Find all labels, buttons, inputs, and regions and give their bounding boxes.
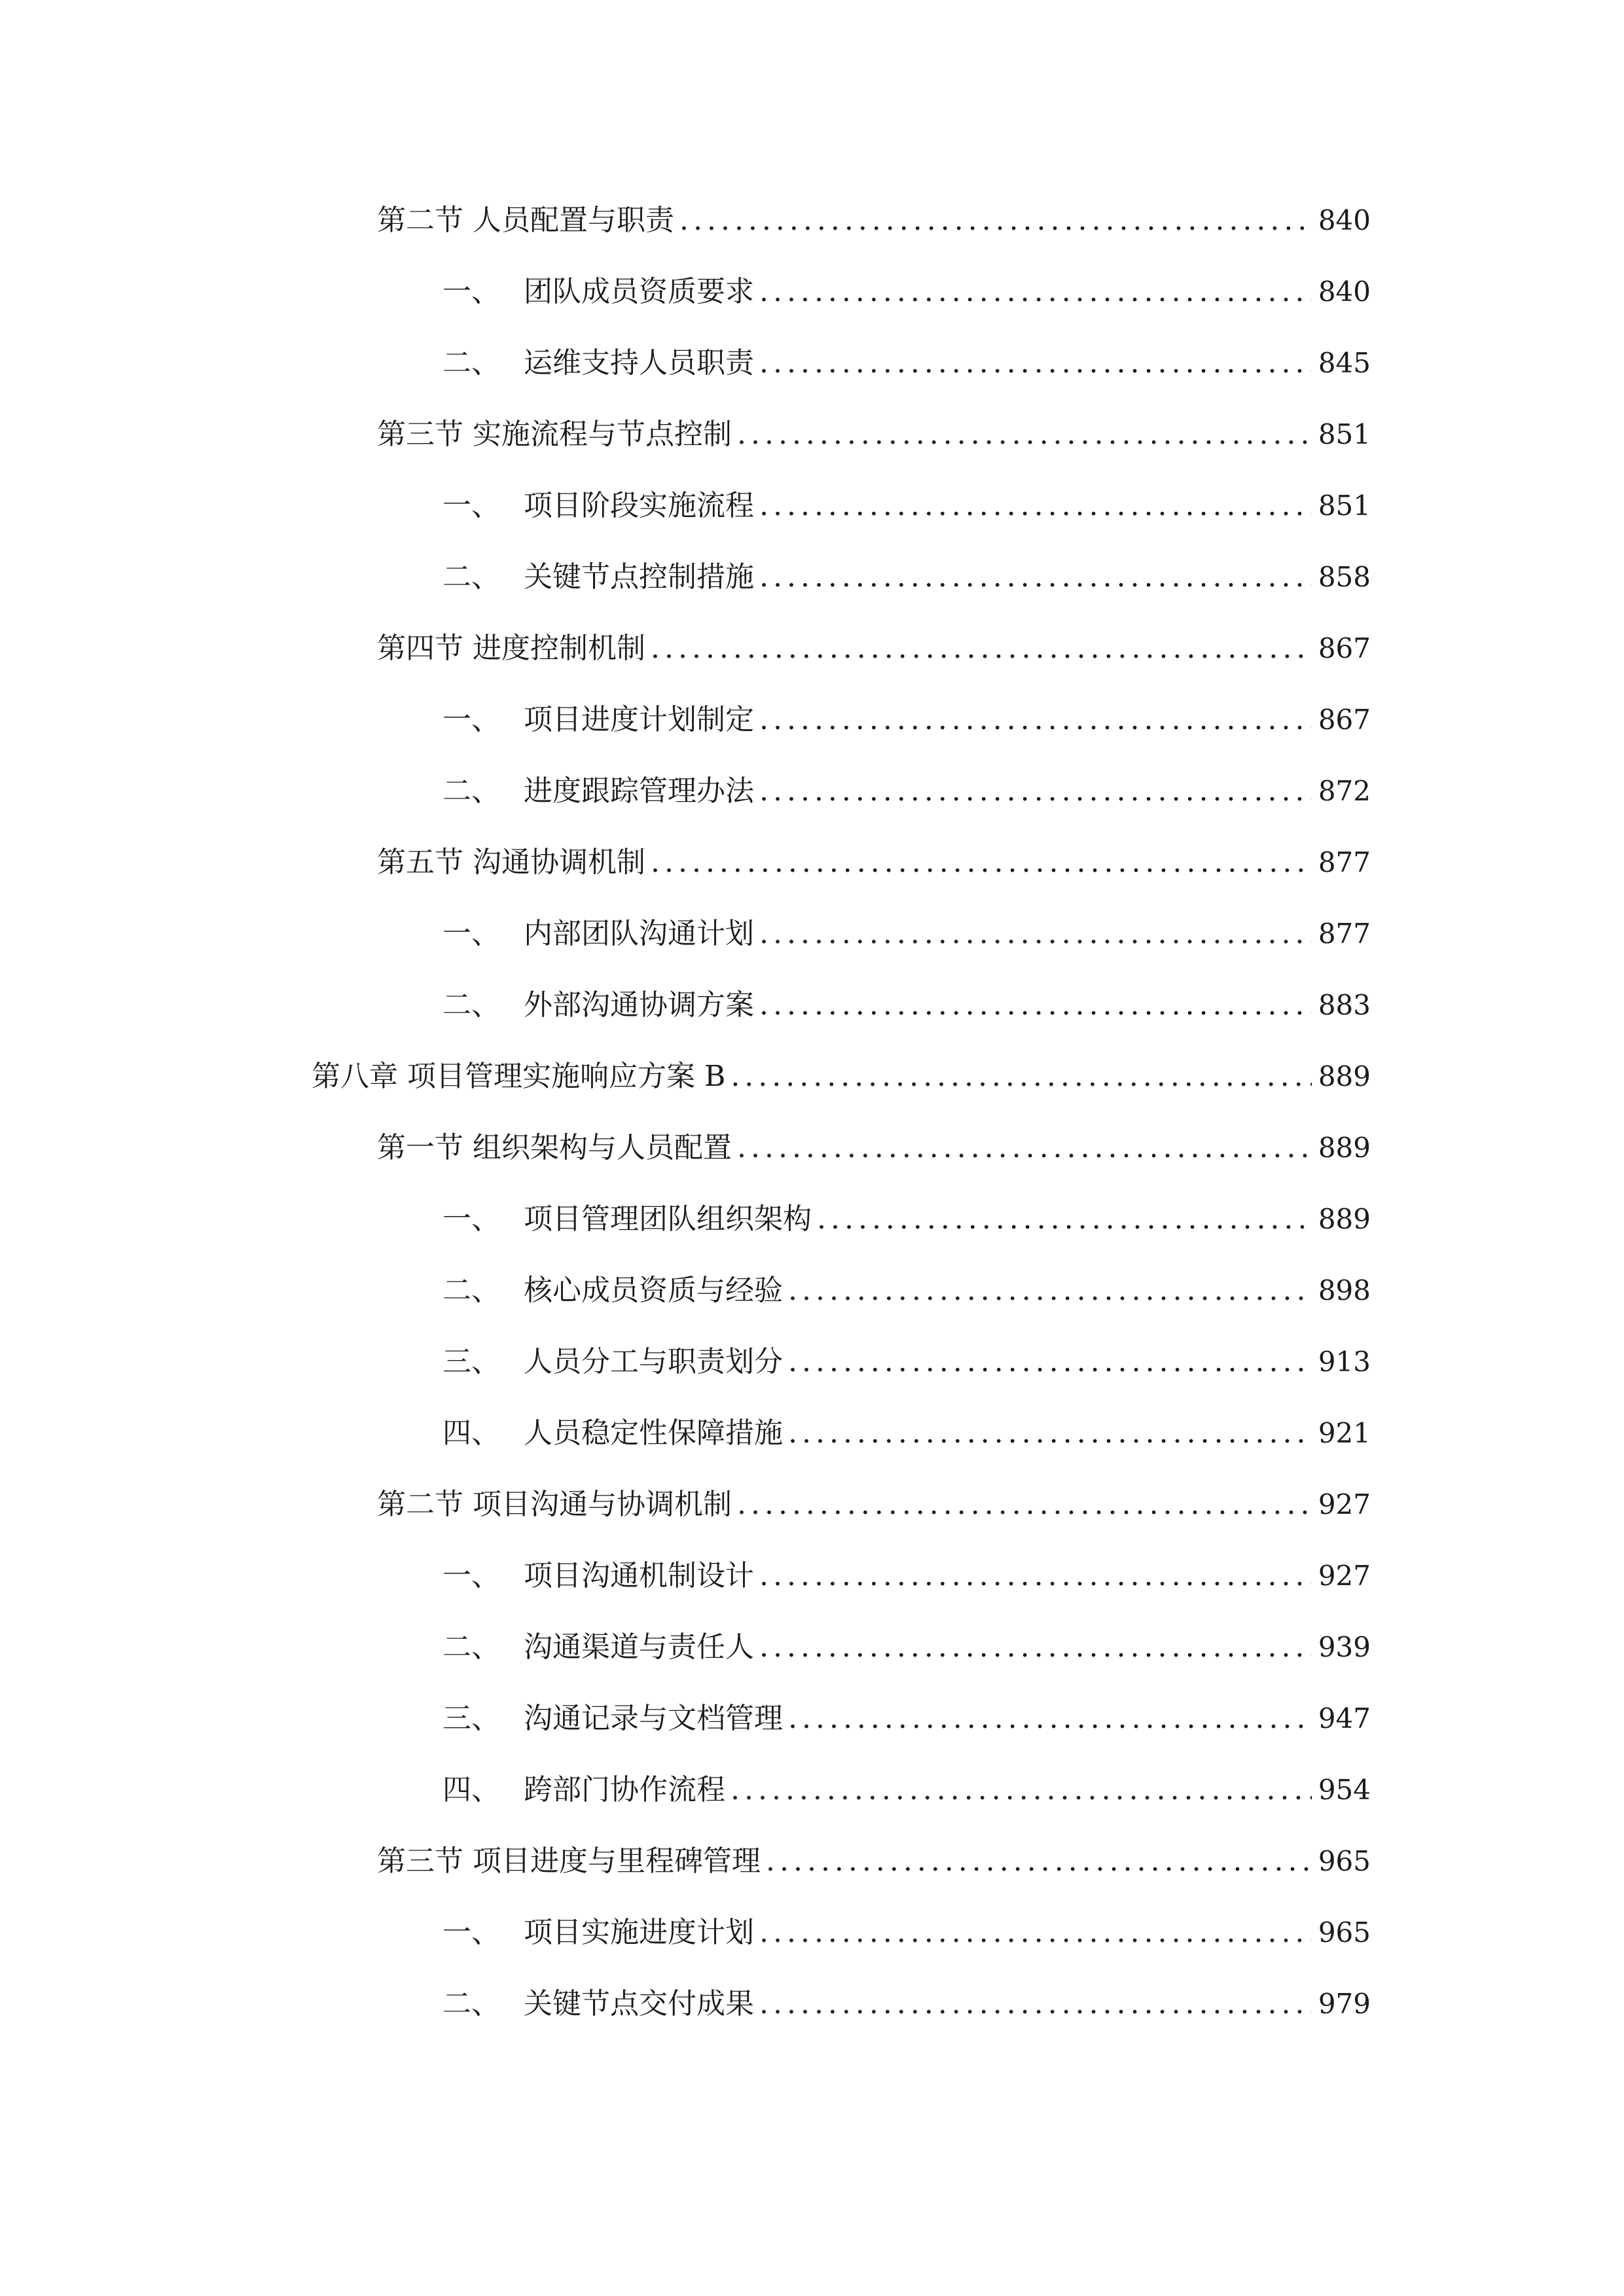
dot-leader — [787, 1336, 1312, 1388]
toc-entry-number: 一、 — [442, 489, 500, 522]
toc-entry-item[interactable] — [442, 765, 1371, 817]
toc-entry-page: 965 — [1318, 1845, 1371, 1877]
toc-entry-page: 840 — [1318, 276, 1371, 308]
toc-entry-title: 第一节 组织架构与人员配置 — [377, 1131, 732, 1164]
dot-leader — [758, 1978, 1312, 2030]
toc-entry-title: 项目进度计划制定 — [524, 703, 754, 736]
toc-entry-number: 四、 — [442, 1773, 500, 1806]
toc-entry-number: 三、 — [442, 1345, 500, 1378]
toc-entry-page: 927 — [1318, 1488, 1371, 1520]
toc-entry-number: 一、 — [442, 1202, 500, 1236]
dot-leader — [758, 266, 1312, 318]
toc-entry-number: 二、 — [442, 1987, 500, 2020]
toc-entry-title: 沟通渠道与责任人 — [524, 1630, 754, 1664]
toc-entry-title: 第五节 沟通协调机制 — [377, 846, 645, 879]
dot-leader — [758, 480, 1312, 532]
toc-entry-title: 第二节 人员配置与职责 — [377, 204, 674, 237]
toc-entry-section[interactable] — [377, 1122, 1371, 1174]
toc-entry-title: 第二节 项目沟通与协调机制 — [377, 1488, 732, 1521]
dot-leader — [758, 765, 1312, 817]
toc-entry-number: 二、 — [442, 988, 500, 1022]
dot-leader — [758, 1550, 1312, 1602]
toc-entry-title: 跨部门协作流程 — [524, 1773, 725, 1806]
toc-entry-title: 内部团队沟通计划 — [524, 917, 754, 950]
dot-leader — [758, 337, 1312, 389]
toc-entry-item[interactable] — [442, 1407, 1371, 1460]
dot-leader — [649, 836, 1312, 889]
dot-leader — [758, 979, 1312, 1031]
toc-entry-item[interactable] — [442, 908, 1371, 960]
toc-entry-number: 二、 — [442, 1274, 500, 1307]
toc-entry-title: 运维支持人员职责 — [524, 346, 754, 380]
dot-leader — [729, 1050, 1312, 1103]
toc-entry-item[interactable] — [442, 337, 1371, 389]
toc-entry-number: 三、 — [442, 1702, 500, 1735]
dot-leader — [787, 1693, 1312, 1745]
toc-entry-item[interactable] — [442, 1193, 1371, 1246]
toc-entry-page: 965 — [1318, 1916, 1371, 1948]
toc-entry-item[interactable] — [442, 1550, 1371, 1602]
toc-entry-page: 889 — [1318, 1203, 1371, 1235]
toc-entry-title: 外部沟通协调方案 — [524, 988, 754, 1022]
toc-entry-title: 关键节点交付成果 — [524, 1987, 754, 2020]
toc-entry-title: 人员稳定性保障措施 — [524, 1416, 783, 1450]
toc-entry-title: 进度跟踪管理办法 — [524, 774, 754, 808]
toc-entry-page: 939 — [1318, 1631, 1371, 1663]
toc-entry-page: 889 — [1318, 1060, 1371, 1092]
toc-entry-title: 项目沟通机制设计 — [524, 1559, 754, 1592]
toc-entry-item[interactable] — [442, 551, 1371, 603]
dot-leader — [758, 1621, 1312, 1674]
toc-entry-section[interactable] — [377, 194, 1371, 247]
toc-entry-number: 一、 — [442, 275, 500, 308]
toc-entry-title: 团队成员资质要求 — [524, 275, 754, 308]
toc-entry-item[interactable] — [442, 266, 1371, 318]
toc-entry-page: 889 — [1318, 1132, 1371, 1164]
dot-leader — [736, 1479, 1312, 1531]
dot-leader — [758, 1907, 1312, 1959]
toc-entry-page: 851 — [1318, 418, 1371, 450]
toc-entry-title: 第八章 项目管理实施响应方案 B — [312, 1060, 726, 1093]
toc-entry-item[interactable] — [442, 979, 1371, 1031]
toc-entry-section[interactable] — [377, 622, 1371, 675]
toc-entry-title: 项目阶段实施流程 — [524, 489, 754, 522]
toc-entry-page: 877 — [1318, 918, 1371, 950]
toc-entry-page: 954 — [1318, 1774, 1371, 1806]
toc-entry-page: 898 — [1318, 1274, 1371, 1306]
toc-entry-number: 一、 — [442, 703, 500, 736]
dot-leader — [758, 551, 1312, 603]
dot-leader — [816, 1193, 1312, 1246]
toc-entry-item[interactable] — [442, 1978, 1371, 2030]
toc-entry-page: 872 — [1318, 775, 1371, 807]
toc-entry-title: 第三节 项目进度与里程碑管理 — [377, 1844, 761, 1878]
toc-entry-item[interactable] — [442, 1621, 1371, 1674]
toc-entry-number: 二、 — [442, 560, 500, 594]
toc-entry-item[interactable] — [442, 1693, 1371, 1745]
toc-entry-number: 二、 — [442, 346, 500, 380]
toc-entry-title: 人员分工与职责划分 — [524, 1345, 783, 1378]
toc-entry-section[interactable] — [377, 1479, 1371, 1531]
toc-entry-item[interactable] — [442, 1764, 1371, 1816]
toc-entry-page: 840 — [1318, 204, 1371, 236]
dot-leader — [787, 1265, 1312, 1317]
toc-entry-title: 项目实施进度计划 — [524, 1916, 754, 1949]
toc-entry-page: 921 — [1318, 1417, 1371, 1449]
toc-entry-number: 一、 — [442, 1916, 500, 1949]
toc-entry-page: 913 — [1318, 1346, 1371, 1378]
dot-leader — [678, 194, 1312, 247]
toc-entry-title: 第四节 进度控制机制 — [377, 632, 645, 665]
toc-entry-section[interactable] — [377, 836, 1371, 889]
toc-entry-number: 一、 — [442, 917, 500, 950]
toc-entry-page: 947 — [1318, 1702, 1371, 1734]
toc-entry-item[interactable] — [442, 1336, 1371, 1388]
toc-entry-page: 877 — [1318, 846, 1371, 878]
toc-entry-item[interactable] — [442, 694, 1371, 746]
toc-entry-page: 927 — [1318, 1560, 1371, 1592]
toc-entry-title: 第三节 实施流程与节点控制 — [377, 418, 732, 451]
toc-entry-page: 979 — [1318, 1988, 1371, 2020]
dot-leader — [649, 622, 1312, 675]
toc-entry-title: 核心成员资质与经验 — [524, 1274, 783, 1307]
toc-entry-page: 867 — [1318, 704, 1371, 736]
toc-entry-item[interactable] — [442, 1907, 1371, 1959]
toc-entry-title: 项目管理团队组织架构 — [524, 1202, 812, 1236]
toc-entry-section[interactable] — [377, 1835, 1371, 1888]
dot-leader — [787, 1407, 1312, 1460]
toc-entry-item[interactable] — [442, 1265, 1371, 1317]
dot-leader — [758, 908, 1312, 960]
toc-entry-page: 883 — [1318, 989, 1371, 1021]
dot-leader — [729, 1764, 1312, 1816]
toc-entry-title: 关键节点控制措施 — [524, 560, 754, 594]
toc-entry-number: 四、 — [442, 1416, 500, 1450]
dot-leader — [736, 1122, 1312, 1174]
toc-entry-section[interactable] — [377, 408, 1371, 461]
toc-entry-item[interactable] — [442, 480, 1371, 532]
toc-entry-number: 二、 — [442, 774, 500, 808]
toc-entry-page: 858 — [1318, 561, 1371, 593]
dot-leader — [758, 694, 1312, 746]
toc-entry-page: 851 — [1318, 490, 1371, 522]
toc-entry-number: 一、 — [442, 1559, 500, 1592]
toc-entry-chapter[interactable] — [312, 1050, 1371, 1103]
dot-leader — [736, 408, 1312, 461]
toc-entry-number: 二、 — [442, 1630, 500, 1664]
toc-entry-page: 867 — [1318, 632, 1371, 664]
toc-entry-page: 845 — [1318, 347, 1371, 379]
dot-leader — [765, 1835, 1312, 1888]
toc-entry-title: 沟通记录与文档管理 — [524, 1702, 783, 1735]
